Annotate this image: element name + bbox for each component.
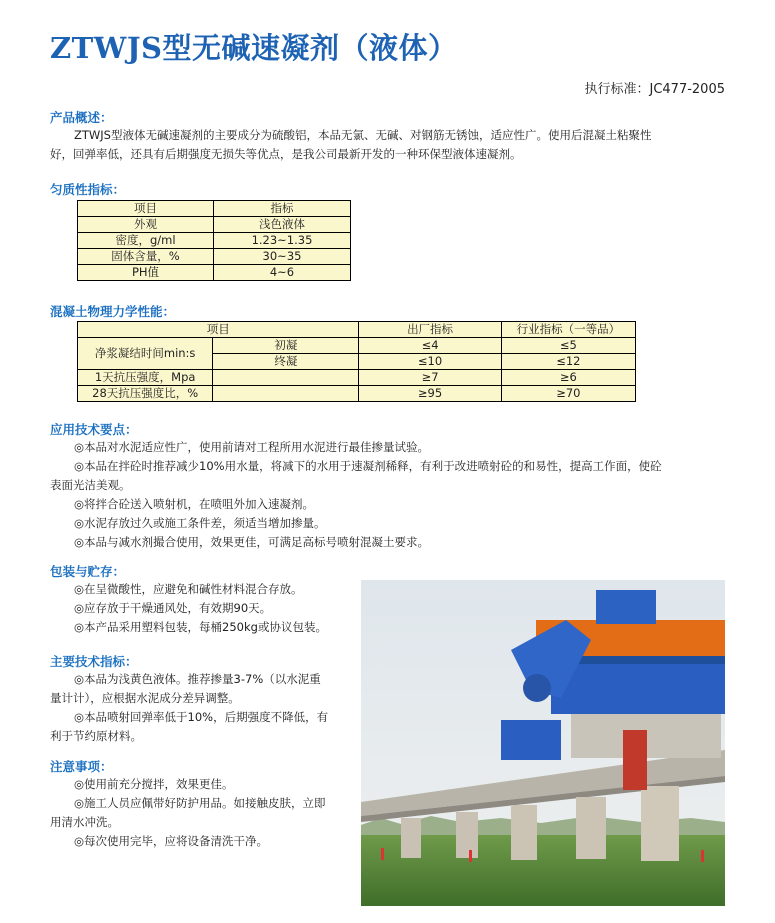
table-cell: 密度，g/ml xyxy=(78,233,214,249)
table-cell: 终凝 xyxy=(213,354,359,370)
table-cell: ≥70 xyxy=(501,386,635,402)
bridge-photo-illustration xyxy=(361,580,725,906)
table-cell: 28天抗压强度比，% xyxy=(78,386,213,402)
table-cell: ≥95 xyxy=(359,386,501,402)
table-row xyxy=(78,217,351,233)
table-cell: ≤10 xyxy=(359,354,501,370)
standard-label: 执行标准：JC477-2005 xyxy=(584,82,725,97)
table-row xyxy=(78,370,636,386)
uniformity-table xyxy=(77,200,351,281)
tech-text xyxy=(50,670,355,746)
table-row xyxy=(78,233,351,249)
table-header-row xyxy=(78,322,636,338)
mechanics-table xyxy=(77,321,636,402)
bridge-construction-photo xyxy=(361,580,725,906)
table-cell: 1天抗压强度，Mpa xyxy=(78,370,213,386)
table-cell: 固体含量，% xyxy=(78,249,214,265)
table-cell: PH值 xyxy=(78,265,214,281)
page-title: ZTWJS型无碱速凝剂（液体） xyxy=(50,31,458,65)
notes-line: ◎施工人员应佩带好防护用品。如接触皮肤，立即 xyxy=(74,796,326,810)
packaging-line: ◎应存放于干燥通风处，有效期90天。 xyxy=(74,601,272,615)
notes-text xyxy=(50,775,355,851)
tech-line: ◎本品喷射回弹率低于10%，后期强度不降低，有 xyxy=(74,710,329,724)
table-cell: 初凝 xyxy=(213,338,359,354)
table-cell: ≤12 xyxy=(501,354,635,370)
table-cell: 外观 xyxy=(78,217,214,233)
application-line: ◎本品与减水剂撮合使用，效果更佳，可满足高标号喷射混凝土要求。 xyxy=(74,535,430,549)
tech-heading: 主要技术指标： xyxy=(50,654,138,669)
table-cell: 1.23~1.35 xyxy=(214,233,351,249)
notes-line: ◎每次使用完毕，应将设备清洗干净。 xyxy=(74,834,269,848)
application-line: ◎水泥存放过久或施工条件差，须适当增加掺量。 xyxy=(74,516,326,530)
table-header-row xyxy=(78,201,351,217)
table-cell: ≤5 xyxy=(501,338,635,354)
packaging-heading: 包装与贮存： xyxy=(50,564,126,579)
application-text xyxy=(50,438,740,552)
table-row xyxy=(78,249,351,265)
application-line: 表面光洁美观。 xyxy=(50,478,131,492)
table-cell xyxy=(213,386,359,402)
table-cell: 浅色液体 xyxy=(214,217,351,233)
packaging-line: ◎本产品采用塑料包装，每桶250kg或协议包装。 xyxy=(74,620,327,634)
table-header-cell: 出厂指标 xyxy=(359,322,501,338)
table-row xyxy=(78,338,636,354)
table-cell: ≥6 xyxy=(501,370,635,386)
table-cell: ≥7 xyxy=(359,370,501,386)
notes-line: ◎使用前充分搅拌，效果更佳。 xyxy=(74,777,234,791)
application-line: ◎本品对水泥适应性广，使用前请对工程所用水泥进行最佳掺量试验。 xyxy=(74,440,430,454)
table-cell xyxy=(213,370,359,386)
overview-line: 好，回弹率低，还具有后期强度无损失等优点，是我公司最新开发的一种环保型液体速凝剂。 xyxy=(50,147,522,161)
packaging-line: ◎在呈微酸性，应避免和碱性材料混合存放。 xyxy=(74,582,303,596)
table-row xyxy=(78,386,636,402)
table-header-cell: 项目 xyxy=(78,322,359,338)
packaging-text xyxy=(50,580,350,637)
table-header-cell: 项目 xyxy=(78,201,214,217)
tech-line: 利于节约原材料。 xyxy=(50,729,142,743)
table-header-cell: 行业指标（一等品） xyxy=(501,322,635,338)
table-cell: 30~35 xyxy=(214,249,351,265)
table-header-cell: 指标 xyxy=(214,201,351,217)
notes-heading: 注意事项： xyxy=(50,759,113,774)
mechanics-heading: 混凝土物理力学性能： xyxy=(50,304,176,319)
overview-line: ZTWJS型液体无碱速凝剂的主要成分为硫酸铝，本品无氯、无碱、对钢筋无锈蚀，适应性广。使用后混凝土粘聚性 xyxy=(74,128,652,142)
table-cell: 净浆凝结时间min:s xyxy=(78,338,213,370)
overview-text xyxy=(50,126,730,164)
tech-line: ◎本品为浅黄色液体。推荐掺量3-7%（以水泥重 xyxy=(74,672,321,686)
application-heading: 应用技术要点： xyxy=(50,422,138,437)
application-line: ◎将拌合砼送入喷射机，在喷咀外加入速凝剂。 xyxy=(74,497,315,511)
notes-line: 用清水冲洗。 xyxy=(50,815,119,829)
uniformity-heading: 匀质性指标： xyxy=(50,182,126,197)
tech-line: 量计计），应根据水泥成分差异调整。 xyxy=(50,691,240,705)
table-cell: ≤4 xyxy=(359,338,501,354)
application-line: ◎本品在拌砼时推荐减少10%用水量，将减下的水用于速凝剂稀释，有利于改进喷射砼的和易性，提高工作面，使砼 xyxy=(74,459,662,473)
table-cell: 4~6 xyxy=(214,265,351,281)
overview-heading: 产品概述： xyxy=(50,110,113,125)
table-row xyxy=(78,265,351,281)
